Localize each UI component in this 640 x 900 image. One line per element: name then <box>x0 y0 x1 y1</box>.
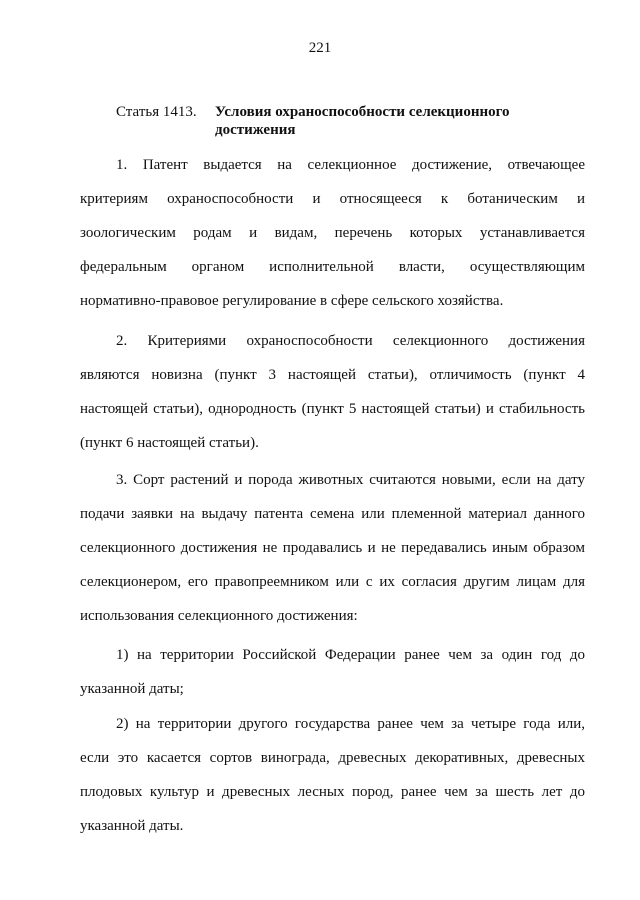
article-number: Статья 1413. <box>116 104 197 120</box>
paragraph-line: зоологическим родам и видам, перечень которых устанавливается <box>80 225 585 241</box>
article-title: Условия охраноспособности селекционного достижения <box>215 104 510 138</box>
paragraph-line: критериям охраноспособности и относящееся к ботаническим и <box>80 191 585 207</box>
paragraph-2 <box>80 324 585 460</box>
paragraph-line: 2. Критериями охраноспособности селекционного достижения <box>116 333 585 349</box>
paragraph-line: подачи заявки на выдачу патента семена или племенной материал данного <box>80 506 585 522</box>
paragraph-line: 1) на территории Российской Федерации ранее чем за один год до <box>116 647 585 663</box>
page-number: 221 <box>308 40 332 56</box>
paragraph-line: нормативно-правовое регулирование в сфере сельского хозяйства. <box>80 293 504 309</box>
paragraph-line: федеральным органом исполнительной власти, осуществляющим <box>80 259 585 275</box>
paragraph-line: 1. Патент выдается на селекционное достижение, отвечающее <box>116 157 585 173</box>
paragraph-line: 3. Сорт растений и порода животных считаются новыми, если на дату <box>116 472 585 488</box>
paragraph-line: (пункт 6 настоящей статьи). <box>80 435 259 451</box>
paragraph-line: использования селекционного достижения: <box>80 608 358 624</box>
paragraph-line: указанной даты. <box>80 818 184 834</box>
paragraph-line: селекционером, его правопреемником или с их согласия другим лицам для <box>80 574 585 590</box>
paragraph-line: являются новизна (пункт 3 настоящей статьи), отличимость (пункт 4 <box>80 367 585 383</box>
paragraph-line: настоящей статьи), однородность (пункт 5 настоящей статьи) и стабильность <box>80 401 585 417</box>
paragraph-line: указанной даты; <box>80 681 184 697</box>
paragraph-line: 2) на территории другого государства ранее чем за четыре года или, <box>116 716 585 732</box>
paragraph-5 <box>80 707 585 843</box>
paragraph-4 <box>80 638 585 706</box>
paragraph-line: если это касается сортов винограда, древесных декоративных, древесных <box>80 750 585 766</box>
paragraph-line: селекционного достижения не продавались и не передавались иным образом <box>80 540 585 556</box>
paragraph-1 <box>80 148 585 318</box>
paragraph-3 <box>80 463 585 633</box>
paragraph-line: плодовых культур и древесных лесных пород, ранее чем за шесть лет до <box>80 784 585 800</box>
